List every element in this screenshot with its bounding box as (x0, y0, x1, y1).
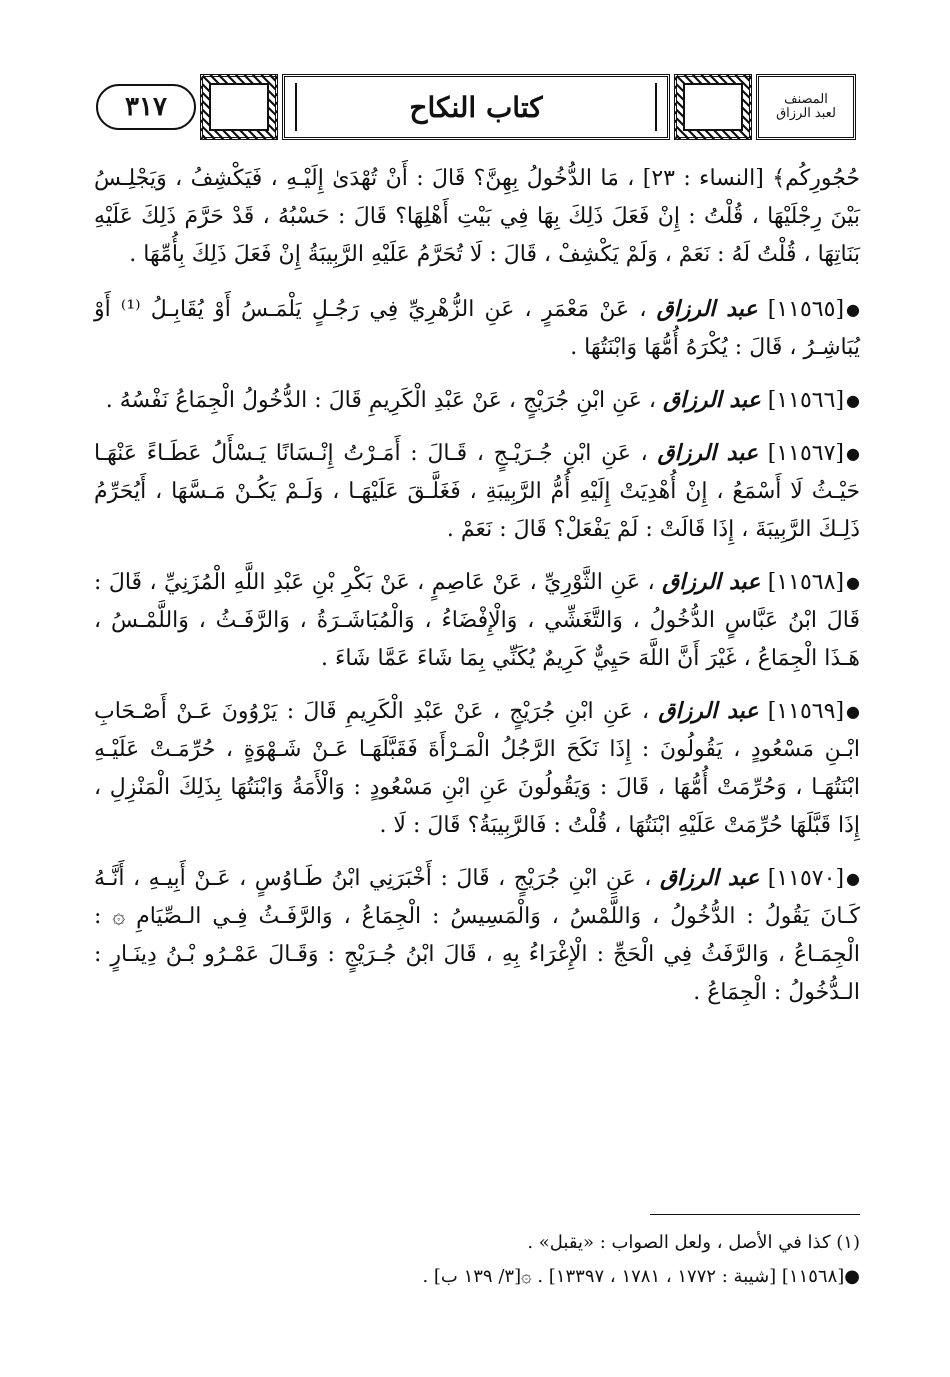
header-ornament-left (200, 74, 278, 140)
entry-narrator: عبد الرزاق (662, 569, 761, 595)
bullet-icon: ● (846, 391, 860, 410)
book-title: كتاب النكاح (409, 90, 543, 124)
entry-narrator: عبد الرزاق (658, 698, 759, 724)
bullet-icon: ● (846, 869, 861, 888)
entry-text: ، عَنِ ابْنِ جُرَيْجٍ ، عَنْ عَبْدِ الْكَرِيمِ قَالَ : الدُّخُولُ الْجِمَاعُ نَفْسُهُ . (105, 388, 657, 413)
bullet-icon: ● (846, 702, 860, 721)
entry-narrator: عبد الرزاق (657, 440, 758, 466)
entry-text: ، عَنِ الثَّوْرِيِّ ، عَنْ عَاصِمٍ ، عَنْ بَكْرِ بْنِ عَبْدِ اللَّهِ الْمُزَنِيِّ ، قَالَ : قَالَ ابْنُ عَبَّاسٍ الدُّخُولُ ، وَالتَّغَشِّي ، وَالْإِفْضَاءُ ، وَالْمُبَاشَـرَةُ ، وَالرَّفَـثُ ، وَاللَّمْـسُ ، هَـذَا الْجِمَاعُ ، غَيْرَ أَنَّ اللَّهَ حَيِيٌّ كَرِيمٌ يُكَنِّي بِمَا شَاءَ عَمَّا شَاءَ . (94, 570, 860, 671)
book-logo-text (768, 86, 844, 128)
page-header (96, 74, 856, 140)
entry-number: [١١٥٦٥] (767, 297, 845, 322)
entry-text: ، عَنِ ابْنِ جُرَيْجٍ ، قَالَ : أَخْبَرَنِي ابْنُ طَـاوُسٍ ، عَـنْ أَبِيـهِ ، أَنَّـهُ كَـانَ يَقُولُ : الدُّخُولُ ، وَاللَّمْسُ ، وَالْمَسِيسُ : الْجِمَاعُ ، وَالرَّفَـثُ فِـي الـصِّيَامِ ۞ : الْجِمَـاعُ ، وَالرَّفَثُ فِي الْحَجِّ : الْإِغْرَاءُ بِهِ ، قَالَ ابْنُ جُـرَيْجٍ : وَقَـالَ عَمْـرُو بْـنُ دِينَـارٍ : الـدُّخُولُ : الْجِمَاعُ . (94, 866, 860, 1005)
entry-number: [١١٥٦٨] (767, 570, 845, 595)
bullet-icon: ● (846, 444, 860, 463)
bullet-icon: ● (846, 300, 860, 319)
entry-number: [١١٥٧٠] (767, 866, 845, 891)
book-logo (756, 74, 856, 140)
page-number: ٣١٧ (96, 84, 196, 130)
footnote-divider (650, 1214, 860, 1215)
entry-text: ، عَنِ ابْنِ جُرَيْجٍ ، عَنْ عَبْدِ الْكَرِيمِ قَالَ : يَرْوُونَ عَـنْ أَصْـحَابِ ابْـنِ مَسْعُودٍ ، يَقُولُونَ : إِذَا نَكَحَ الرَّجُلُ الْمَـرْأَةَ فَقَبَّلَهَـا عَـنْ شَـهْوَةٍ ، حُرِّمَـتْ عَلَيْـهِ ابْنَتُهَـا ، وَحُرِّمَتْ أُمُّهَا ، قَالَ : وَيَقُولُونَ عَنِ ابْنِ مَسْعُودٍ : وَالْأَمَةُ وَابْنَتُهَا بِذَلِكَ الْمَنْزِلِ ، إِذَا قَبَّلَهَا حُرِّمَتْ عَلَيْهِ ابْنَتُهَا ، قُلْتُ : فَالرَّبِيبَةُ؟ قَالَ : لَا . (94, 699, 860, 838)
entry-number: [١١٥٦٦] (767, 388, 845, 413)
hadith-entry (94, 434, 860, 549)
entry-number: [١١٥٦٧] (767, 441, 845, 466)
hadith-entry (94, 692, 860, 845)
bullet-icon: ● (846, 573, 861, 592)
hadith-entry (94, 563, 860, 678)
entry-text: ، عَنِ ابْنِ جُـرَيْـجٍ ، قَـالَ : أَمَـرْتُ إِنْـسَانًا يَـسْأَلُ عَطَـاءً عَنْهَـا حَيْـثُ لَا أَسْمَعُ ، إِنْ أُهْدِيَتْ إِلَيْهِ أُمُّ الرَّبِيبَةِ ، فَغَلَّـقَ عَلَيْهَـا ، وَلَـمْ يَكُـنْ مَـسَّهَا ، أَيُحَرِّمُ ذَلِـكَ الرَّبِيبَةَ ، إِذَا قَالَتْ : لَمْ يَفْعَلْ؟ قَالَ : نَعَمْ . (94, 441, 860, 542)
header-title-box (282, 74, 670, 140)
header-ornament-right (674, 74, 752, 140)
logo-line-2: لعبد الرزاق (776, 106, 836, 121)
continuation-paragraph: حُجُورِكُم﴾ [النساء : ٢٣] ، مَا الدُّخُولُ بِهِنَّ؟ قَالَ : أَنْ تُهْدَىٰ إِلَيْـهِ ، فَيَكْشِفُ ، وَيَجْلِـسُ بَيْنَ رِجْلَيْهَا ، قُلْتُ : إِنْ فَعَلَ ذَلِكَ بِهَا فِي بَيْتِ أَهْلِهَا؟ قَالَ : حَسْبُهُ ، قَدْ حَرَّمَ ذَلِكَ عَلَيْهِ بَنَاتِهَا ، قُلْتُ لَهُ : نَعَمْ ، وَلَمْ يَكْشِفْ ، قَالَ : لَا تُحَرَّمُ عَلَيْهِ الرَّبِيبَةُ إِنْ فَعَلَ ذَلِكَ بِأُمِّهَا . (94, 166, 860, 267)
main-text (94, 160, 860, 1026)
hadith-entry (94, 290, 860, 367)
logo-line-1: المصنف (784, 92, 828, 107)
entry-number: [١١٥٦٩] (767, 699, 845, 724)
footnotes (94, 1226, 860, 1294)
entry-narrator: عبد الرزاق (659, 865, 760, 891)
hadith-entry (94, 381, 860, 420)
entry-text: ، عَنْ مَعْمَرٍ ، عَنِ الزُّهْرِيِّ فِي رَجُـلٍ يَلْمَـسُ أَوْ يُقَابِـلُ ⁽¹⁾ أَوْ يُبَاشِـرُ ، قَالَ : يُكْرَهُ أُمُّهَا وَابْنَتُهَا . (94, 297, 860, 360)
footnote-source-ref: ●[١١٥٦٨] [شيبة : ١٧٧٢ ، ١٧٨١ ، ١٣٣٩٧] . ۞[٣/ ١٣٩ ب] . (422, 1266, 860, 1287)
entry-narrator: عبد الرزاق (663, 387, 761, 413)
hadith-entry (94, 859, 860, 1012)
entry-narrator: عبد الرزاق (656, 296, 758, 322)
footnote-1: (١) كذا في الأصل ، ولعل الصواب : «يقبل» . (527, 1232, 860, 1253)
